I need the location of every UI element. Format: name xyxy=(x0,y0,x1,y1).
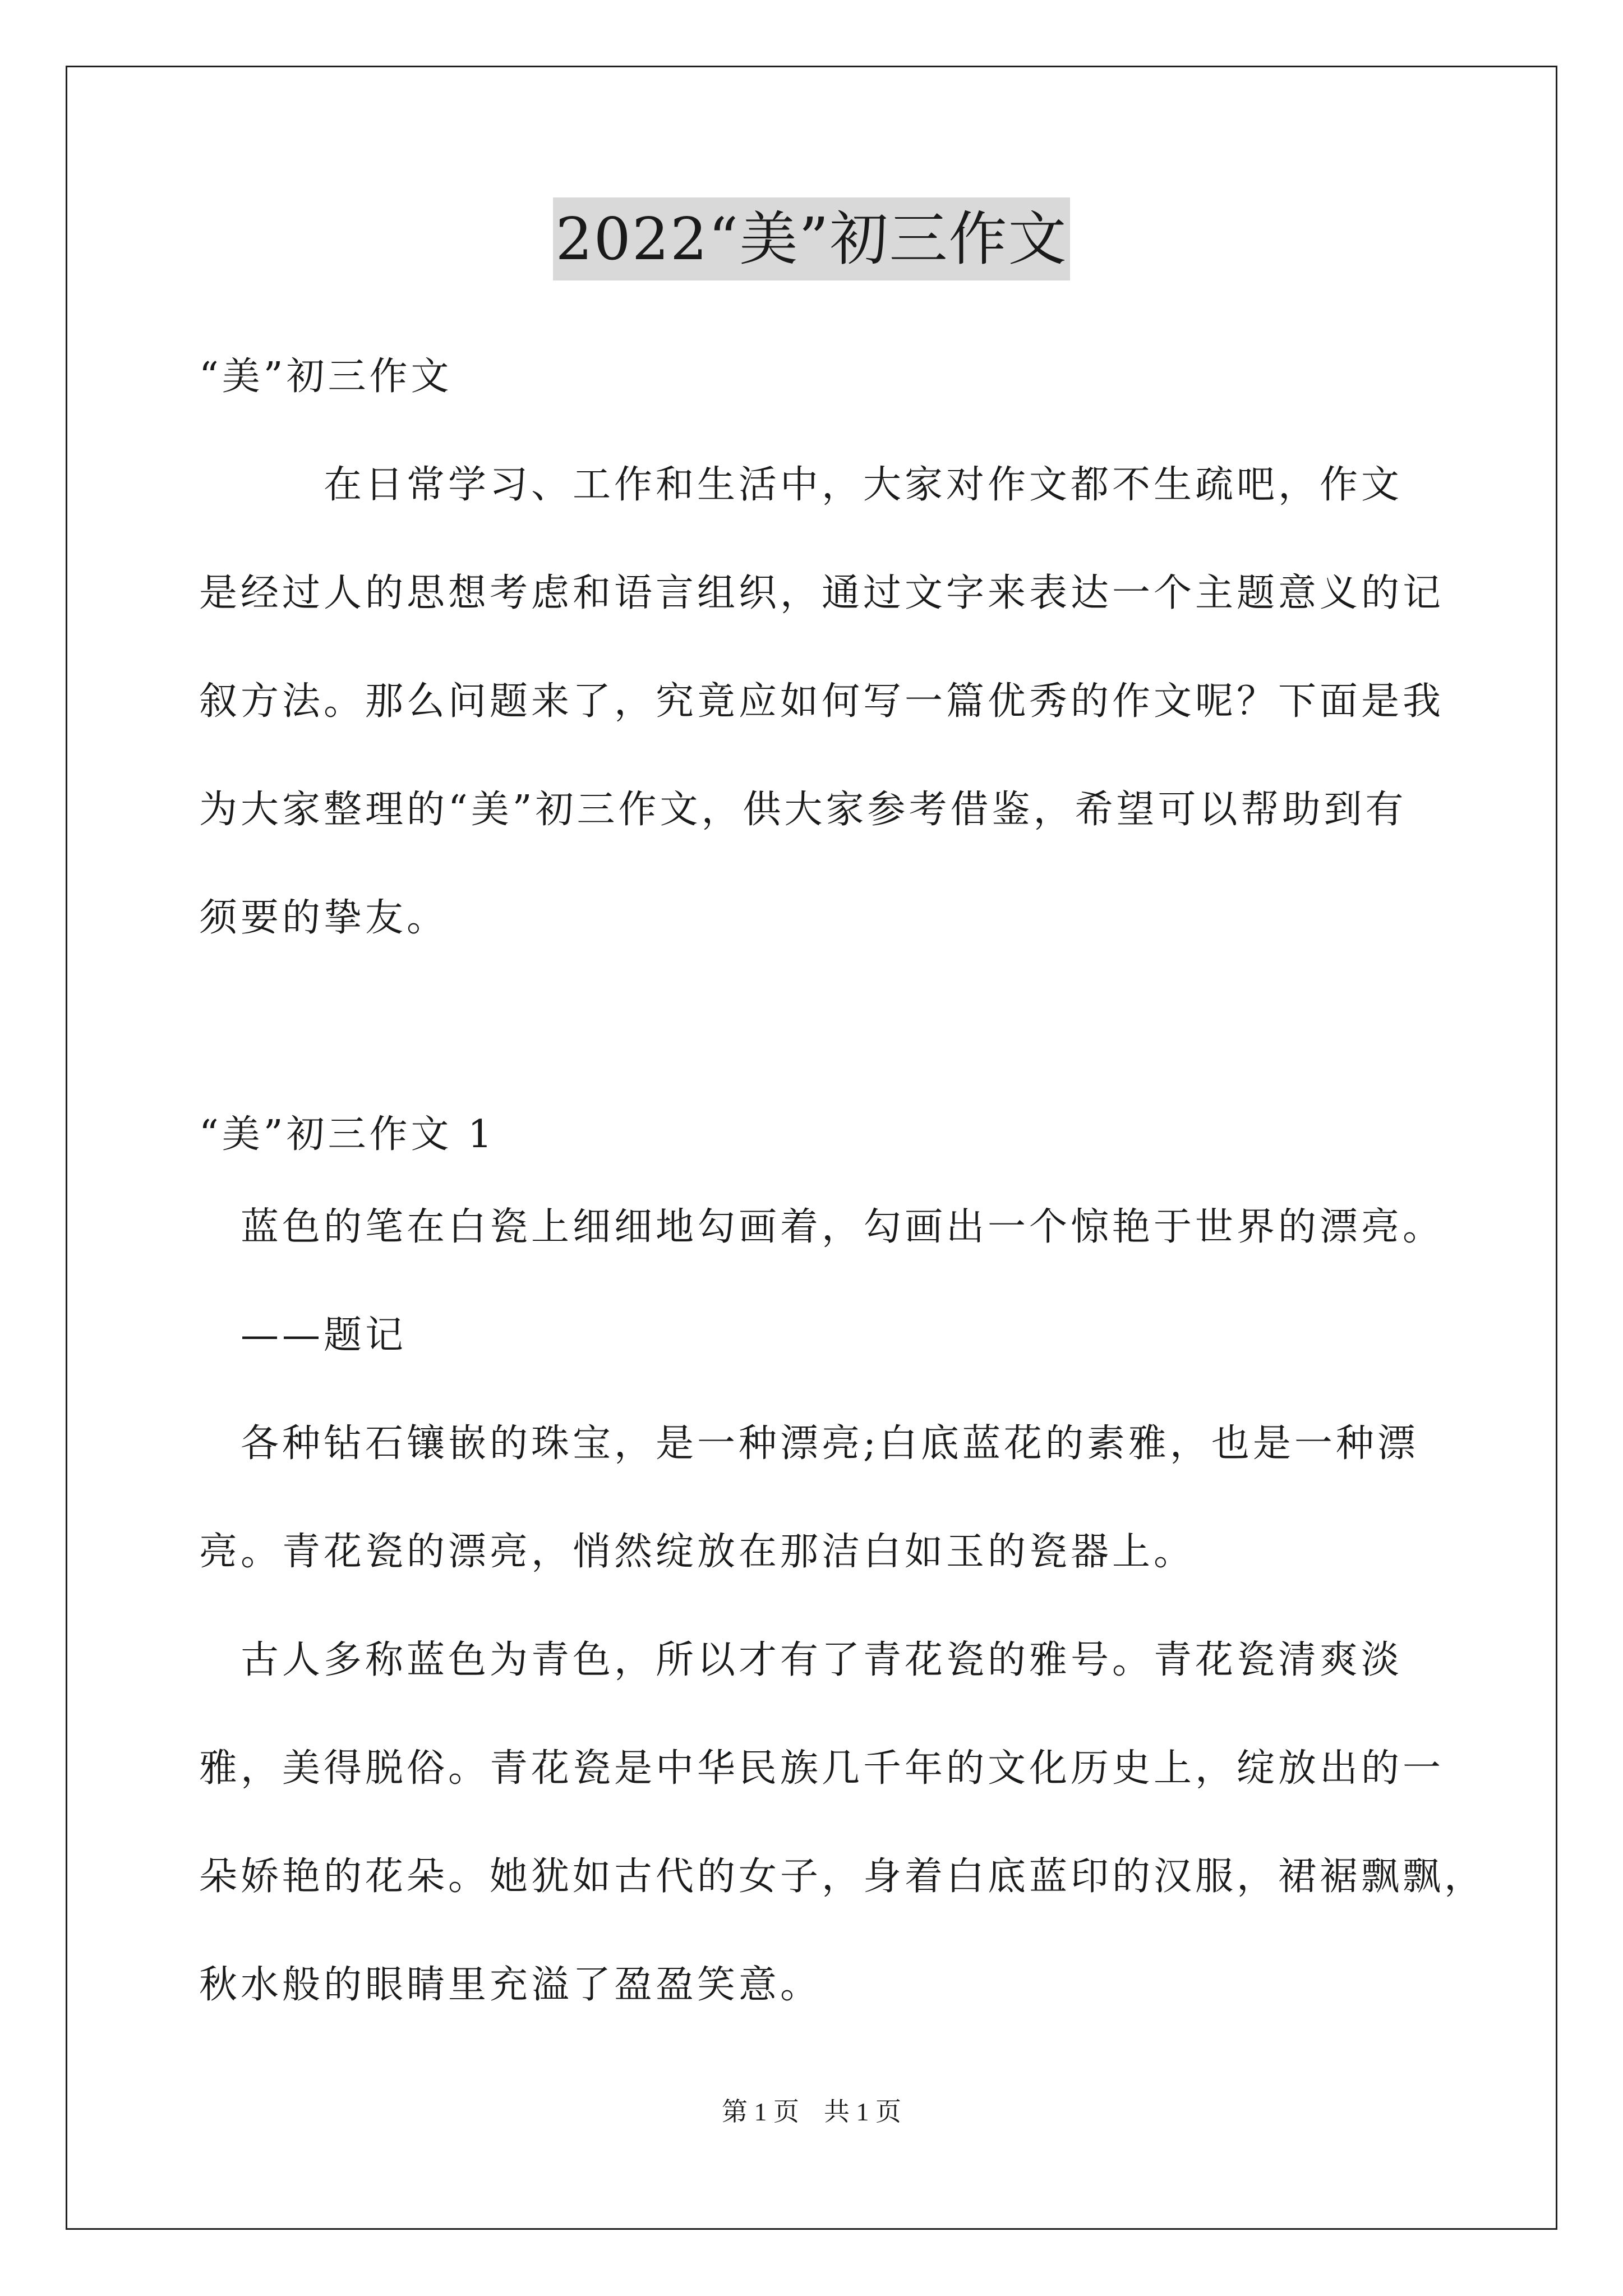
page-footer xyxy=(0,2095,1623,2129)
text-line: 蓝色的笔在白瓷上细细地勾画着，勾画出一个惊艳于世界的漂亮。 xyxy=(199,1205,1445,1249)
section-heading: “美”初三作文 xyxy=(199,355,453,399)
text-line: 是经过人的思想考虑和语言组织，通过文字来表达一个主题意义的记 xyxy=(199,571,1445,615)
text-line: 秋水般的眼睛里充溢了盈盈笑意。 xyxy=(199,1963,822,2007)
text-line: 雅，美得脱俗。青花瓷是中华民族几千年的文化历史上，绽放出的一 xyxy=(199,1746,1445,1791)
section-heading: “美”初三作文 1 xyxy=(199,1112,496,1157)
text-line: 叙方法。那么问题来了，究竟应如何写一篇优秀的作文呢？下面是我 xyxy=(199,679,1445,724)
text-line: 须要的挚友。 xyxy=(199,896,449,940)
text-line: 在日常学习、工作和生活中，大家对作文都不生疏吧，作文 xyxy=(199,463,1403,507)
text-line: 朵娇艳的花朵。她犹如古代的女子，身着白底蓝印的汉服，裙裾飘飘， xyxy=(199,1855,1486,1899)
text-line: 为大家整理的“美”初三作文，供大家参考借鉴，希望可以帮助到有 xyxy=(199,788,1407,832)
title-container xyxy=(0,197,1623,280)
page-number: 第 1 页 xyxy=(722,2097,799,2126)
page-total: 共 1 页 xyxy=(824,2097,901,2126)
document-title: 2022“美”初三作文 xyxy=(553,197,1069,280)
text-line: 亮。青花瓷的漂亮，悄然绽放在那洁白如玉的瓷器上。 xyxy=(199,1530,1196,1574)
text-line: 古人多称蓝色为青色，所以才有了青花瓷的雅号。青花瓷清爽淡 xyxy=(199,1638,1403,1682)
text-line: 各种钻石镶嵌的珠宝，是一种漂亮;白底蓝花的素雅，也是一种漂 xyxy=(199,1421,1419,1466)
text-line: ——题记 xyxy=(199,1313,407,1358)
